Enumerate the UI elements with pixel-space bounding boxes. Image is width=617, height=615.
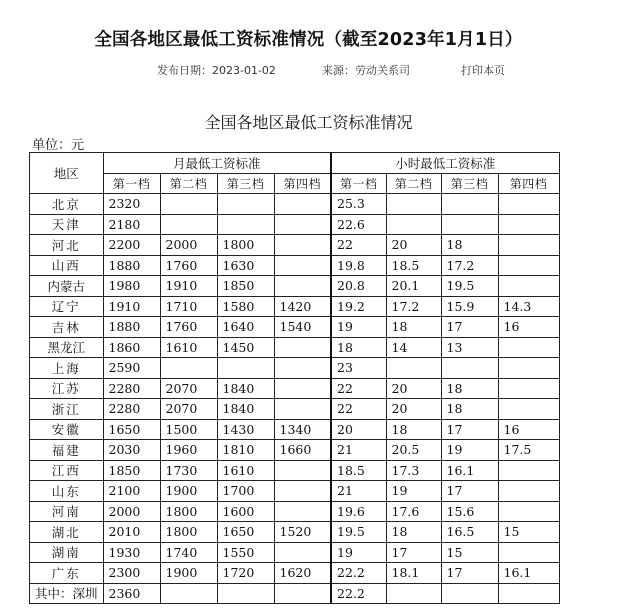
- monthly-tier-4-cell: [274, 337, 331, 358]
- monthly-tier-4-cell: 1520: [274, 522, 331, 543]
- hourly-tier-4-cell: [498, 358, 559, 379]
- monthly-tier-2-cell: 1500: [160, 419, 217, 440]
- publish-date: 发布日期：2023-01-02: [157, 64, 276, 77]
- table-row: [30, 255, 560, 276]
- region-cell: 吉林: [30, 317, 104, 338]
- hourly-tier-4-cell: [498, 214, 559, 235]
- region-cell: 浙江: [30, 399, 104, 420]
- table-row: [30, 378, 560, 399]
- table-row: [30, 440, 560, 461]
- hourly-tier-1-cell: 25.3: [331, 194, 386, 215]
- table-row: [30, 501, 560, 522]
- hourly-tier-3-cell: 17: [441, 419, 498, 440]
- monthly-tier-2-header: 第二档: [160, 173, 217, 194]
- hourly-tier-1-cell: 22: [331, 235, 386, 256]
- monthly-tier-4-cell: [274, 460, 331, 481]
- monthly-tier-3-cell: 1720: [217, 563, 274, 584]
- monthly-tier-2-cell: [160, 583, 217, 604]
- table-row: [30, 276, 560, 297]
- monthly-tier-1-cell: 1880: [103, 317, 160, 338]
- monthly-tier-3-cell: 1450: [217, 337, 274, 358]
- monthly-tier-2-cell: 1900: [160, 481, 217, 502]
- table-title: 全国各地区最低工资标准情况: [204, 113, 413, 132]
- hourly-tier-1-cell: 19.6: [331, 501, 386, 522]
- monthly-tier-3-cell: 1700: [217, 481, 274, 502]
- monthly-tier-4-cell: 1620: [274, 563, 331, 584]
- monthly-tier-2-cell: 2070: [160, 399, 217, 420]
- monthly-tier-4-cell: [274, 378, 331, 399]
- hourly-tier-1-cell: 18: [331, 337, 386, 358]
- monthly-tier-2-cell: 1960: [160, 440, 217, 461]
- region-cell: 福建: [30, 440, 104, 461]
- monthly-header: 月最低工资标准: [103, 153, 331, 174]
- page-title: 全国各地区最低工资标准情况（截至2023年1月1日）: [94, 30, 523, 50]
- monthly-tier-3-cell: 1630: [217, 255, 274, 276]
- monthly-tier-3-header: 第三档: [217, 173, 274, 194]
- monthly-tier-4-cell: [274, 583, 331, 604]
- monthly-tier-2-cell: 1760: [160, 255, 217, 276]
- hourly-tier-2-cell: 19: [386, 481, 441, 502]
- hourly-tier-1-cell: 21: [331, 481, 386, 502]
- hourly-tier-4-cell: [498, 501, 559, 522]
- monthly-tier-1-cell: 2100: [103, 481, 160, 502]
- hourly-tier-4-cell: [498, 399, 559, 420]
- monthly-tier-1-cell: 1880: [103, 255, 160, 276]
- monthly-tier-1-cell: 1980: [103, 276, 160, 297]
- table-body: [30, 194, 560, 604]
- hourly-tier-3-cell: 18: [441, 378, 498, 399]
- hourly-tier-2-cell: 20.5: [386, 440, 441, 461]
- monthly-tier-3-cell: [217, 214, 274, 235]
- region-cell: 湖南: [30, 542, 104, 563]
- monthly-tier-4-cell: [274, 399, 331, 420]
- monthly-tier-2-cell: 2070: [160, 378, 217, 399]
- hourly-tier-4-header: 第四档: [498, 173, 559, 194]
- region-cell: 辽宁: [30, 296, 104, 317]
- hourly-tier-3-cell: [441, 358, 498, 379]
- table-row: [30, 214, 560, 235]
- monthly-tier-3-cell: 1840: [217, 378, 274, 399]
- monthly-tier-4-cell: [274, 481, 331, 502]
- hourly-tier-2-cell: 17: [386, 542, 441, 563]
- hourly-tier-4-cell: [498, 378, 559, 399]
- hourly-tier-3-cell: 18: [441, 235, 498, 256]
- monthly-tier-2-cell: 1610: [160, 337, 217, 358]
- hourly-tier-1-cell: 22.2: [331, 583, 386, 604]
- hourly-tier-2-cell: [386, 358, 441, 379]
- hourly-tier-1-cell: 22.2: [331, 563, 386, 584]
- monthly-tier-1-cell: 2590: [103, 358, 160, 379]
- table-row: [30, 583, 560, 604]
- hourly-tier-1-cell: 20: [331, 419, 386, 440]
- hourly-tier-4-cell: 17.5: [498, 440, 559, 461]
- region-cell: 江西: [30, 460, 104, 481]
- monthly-tier-4-cell: 1420: [274, 296, 331, 317]
- region-cell: 北京: [30, 194, 104, 215]
- monthly-tier-1-cell: 2000: [103, 501, 160, 522]
- hourly-tier-4-cell: [498, 481, 559, 502]
- hourly-tier-3-cell: 19.5: [441, 276, 498, 297]
- hourly-tier-3-header: 第三档: [441, 173, 498, 194]
- monthly-tier-4-cell: 1660: [274, 440, 331, 461]
- monthly-tier-4-cell: [274, 542, 331, 563]
- region-cell: 上海: [30, 358, 104, 379]
- monthly-tier-4-cell: [274, 255, 331, 276]
- hourly-tier-3-cell: 13: [441, 337, 498, 358]
- hourly-tier-1-cell: 22: [331, 378, 386, 399]
- table-row: [30, 419, 560, 440]
- region-cell: 天津: [30, 214, 104, 235]
- hourly-tier-1-cell: 19.5: [331, 522, 386, 543]
- monthly-tier-1-cell: 1860: [103, 337, 160, 358]
- hourly-tier-1-cell: 19: [331, 542, 386, 563]
- hourly-tier-3-cell: 16.5: [441, 522, 498, 543]
- hourly-tier-2-cell: 18.1: [386, 563, 441, 584]
- monthly-tier-1-header: 第一档: [103, 173, 160, 194]
- hourly-tier-3-cell: 17: [441, 317, 498, 338]
- hourly-tier-2-cell: 14: [386, 337, 441, 358]
- hourly-tier-2-header: 第二档: [386, 173, 441, 194]
- hourly-tier-3-cell: [441, 583, 498, 604]
- hourly-tier-2-cell: 18: [386, 419, 441, 440]
- monthly-tier-4-cell: [274, 276, 331, 297]
- hourly-tier-3-cell: 15: [441, 542, 498, 563]
- monthly-tier-3-cell: 1600: [217, 501, 274, 522]
- monthly-tier-1-cell: 1850: [103, 460, 160, 481]
- monthly-tier-2-cell: 1730: [160, 460, 217, 481]
- hourly-tier-4-cell: [498, 194, 559, 215]
- monthly-tier-2-cell: 1800: [160, 522, 217, 543]
- hourly-tier-1-cell: 21: [331, 440, 386, 461]
- monthly-tier-1-cell: 1650: [103, 419, 160, 440]
- monthly-tier-3-cell: [217, 194, 274, 215]
- region-cell: 内蒙古: [30, 276, 104, 297]
- region-cell: 山东: [30, 481, 104, 502]
- monthly-tier-1-cell: 2180: [103, 214, 160, 235]
- hourly-tier-4-cell: 16.1: [498, 563, 559, 584]
- monthly-tier-1-cell: 2360: [103, 583, 160, 604]
- hourly-tier-3-cell: [441, 214, 498, 235]
- hourly-tier-2-cell: 20: [386, 378, 441, 399]
- table-row: [30, 542, 560, 563]
- hourly-tier-1-cell: 20.8: [331, 276, 386, 297]
- monthly-tier-1-cell: 2320: [103, 194, 160, 215]
- monthly-tier-3-cell: 1800: [217, 235, 274, 256]
- hourly-tier-4-cell: [498, 542, 559, 563]
- hourly-tier-2-cell: 17.6: [386, 501, 441, 522]
- monthly-tier-2-cell: 2000: [160, 235, 217, 256]
- monthly-tier-4-cell: 1340: [274, 419, 331, 440]
- hourly-tier-4-cell: 14.3: [498, 296, 559, 317]
- monthly-tier-3-cell: 1810: [217, 440, 274, 461]
- region-header: 地区: [30, 153, 104, 194]
- monthly-tier-3-cell: 1430: [217, 419, 274, 440]
- monthly-tier-1-cell: 2010: [103, 522, 160, 543]
- hourly-tier-4-cell: [498, 235, 559, 256]
- table-row: [30, 296, 560, 317]
- monthly-tier-2-cell: [160, 358, 217, 379]
- table-row: [30, 563, 560, 584]
- table-row: [30, 399, 560, 420]
- hourly-tier-1-cell: 22: [331, 399, 386, 420]
- monthly-tier-3-cell: 1610: [217, 460, 274, 481]
- monthly-tier-2-cell: 1800: [160, 501, 217, 522]
- monthly-tier-4-cell: [274, 214, 331, 235]
- print-page-link[interactable]: 打印本页: [461, 64, 505, 77]
- source-label: 来源：劳动关系司: [322, 64, 410, 77]
- hourly-tier-3-cell: 18: [441, 399, 498, 420]
- hourly-tier-3-cell: [441, 194, 498, 215]
- region-cell: 其中：深圳: [30, 583, 104, 604]
- hourly-tier-2-cell: 18: [386, 522, 441, 543]
- table-row: [30, 317, 560, 338]
- hourly-tier-2-cell: 20.1: [386, 276, 441, 297]
- monthly-tier-3-cell: [217, 358, 274, 379]
- table-row: [30, 481, 560, 502]
- table-row: [30, 358, 560, 379]
- hourly-tier-2-cell: 18.5: [386, 255, 441, 276]
- monthly-tier-3-cell: 1580: [217, 296, 274, 317]
- hourly-tier-3-cell: 17: [441, 481, 498, 502]
- monthly-tier-3-cell: 1840: [217, 399, 274, 420]
- monthly-tier-1-cell: 1930: [103, 542, 160, 563]
- hourly-tier-2-cell: [386, 583, 441, 604]
- hourly-tier-2-cell: [386, 214, 441, 235]
- hourly-tier-4-cell: [498, 460, 559, 481]
- monthly-tier-1-cell: 2280: [103, 399, 160, 420]
- monthly-tier-1-cell: 2200: [103, 235, 160, 256]
- table-row: [30, 235, 560, 256]
- hourly-tier-1-cell: 19.8: [331, 255, 386, 276]
- hourly-tier-3-cell: 17.2: [441, 255, 498, 276]
- monthly-tier-2-cell: [160, 214, 217, 235]
- monthly-tier-4-header: 第四档: [274, 173, 331, 194]
- monthly-tier-1-cell: 2030: [103, 440, 160, 461]
- monthly-tier-4-cell: [274, 501, 331, 522]
- monthly-tier-3-cell: 1640: [217, 317, 274, 338]
- hourly-tier-1-cell: 23: [331, 358, 386, 379]
- hourly-tier-3-cell: 15.9: [441, 296, 498, 317]
- hourly-tier-2-cell: 17.2: [386, 296, 441, 317]
- hourly-tier-2-cell: 18: [386, 317, 441, 338]
- table-row: [30, 460, 560, 481]
- region-cell: 河北: [30, 235, 104, 256]
- hourly-tier-4-cell: [498, 337, 559, 358]
- monthly-tier-1-cell: 1910: [103, 296, 160, 317]
- region-cell: 湖北: [30, 522, 104, 543]
- hourly-tier-3-cell: 16.1: [441, 460, 498, 481]
- monthly-tier-1-cell: 2280: [103, 378, 160, 399]
- hourly-tier-3-cell: 15.6: [441, 501, 498, 522]
- hourly-tier-2-cell: 20: [386, 235, 441, 256]
- hourly-tier-1-cell: 18.5: [331, 460, 386, 481]
- hourly-tier-4-cell: [498, 255, 559, 276]
- hourly-tier-4-cell: [498, 583, 559, 604]
- monthly-tier-4-cell: [274, 235, 331, 256]
- hourly-tier-4-cell: 15: [498, 522, 559, 543]
- hourly-tier-1-cell: 19: [331, 317, 386, 338]
- minimum-wage-table: [29, 152, 560, 604]
- monthly-tier-4-cell: [274, 358, 331, 379]
- table-row: [30, 337, 560, 358]
- region-cell: 江苏: [30, 378, 104, 399]
- monthly-tier-2-cell: 1740: [160, 542, 217, 563]
- region-cell: 山西: [30, 255, 104, 276]
- hourly-tier-4-cell: 16: [498, 419, 559, 440]
- monthly-tier-4-cell: [274, 194, 331, 215]
- hourly-tier-1-header: 第一档: [331, 173, 386, 194]
- region-cell: 黑龙江: [30, 337, 104, 358]
- monthly-tier-4-cell: 1540: [274, 317, 331, 338]
- region-cell: 河南: [30, 501, 104, 522]
- monthly-tier-3-cell: 1650: [217, 522, 274, 543]
- monthly-tier-2-cell: [160, 194, 217, 215]
- monthly-tier-2-cell: 1710: [160, 296, 217, 317]
- monthly-tier-2-cell: 1900: [160, 563, 217, 584]
- hourly-tier-1-cell: 19.2: [331, 296, 386, 317]
- region-cell: 安徽: [30, 419, 104, 440]
- hourly-tier-1-cell: 22.6: [331, 214, 386, 235]
- monthly-tier-3-cell: [217, 583, 274, 604]
- monthly-tier-2-cell: 1760: [160, 317, 217, 338]
- hourly-tier-2-cell: 20: [386, 399, 441, 420]
- hourly-tier-3-cell: 19: [441, 440, 498, 461]
- hourly-tier-4-cell: 16: [498, 317, 559, 338]
- monthly-tier-1-cell: 2300: [103, 563, 160, 584]
- monthly-tier-3-cell: 1850: [217, 276, 274, 297]
- table-row: [30, 194, 560, 215]
- monthly-tier-3-cell: 1550: [217, 542, 274, 563]
- table-row: [30, 522, 560, 543]
- hourly-tier-2-cell: [386, 194, 441, 215]
- hourly-tier-3-cell: 17: [441, 563, 498, 584]
- hourly-tier-4-cell: [498, 276, 559, 297]
- unit-label: 单位：元: [32, 138, 85, 153]
- monthly-tier-2-cell: 1910: [160, 276, 217, 297]
- region-cell: 广东: [30, 563, 104, 584]
- hourly-tier-2-cell: 17.3: [386, 460, 441, 481]
- hourly-header: 小时最低工资标准: [331, 153, 559, 174]
